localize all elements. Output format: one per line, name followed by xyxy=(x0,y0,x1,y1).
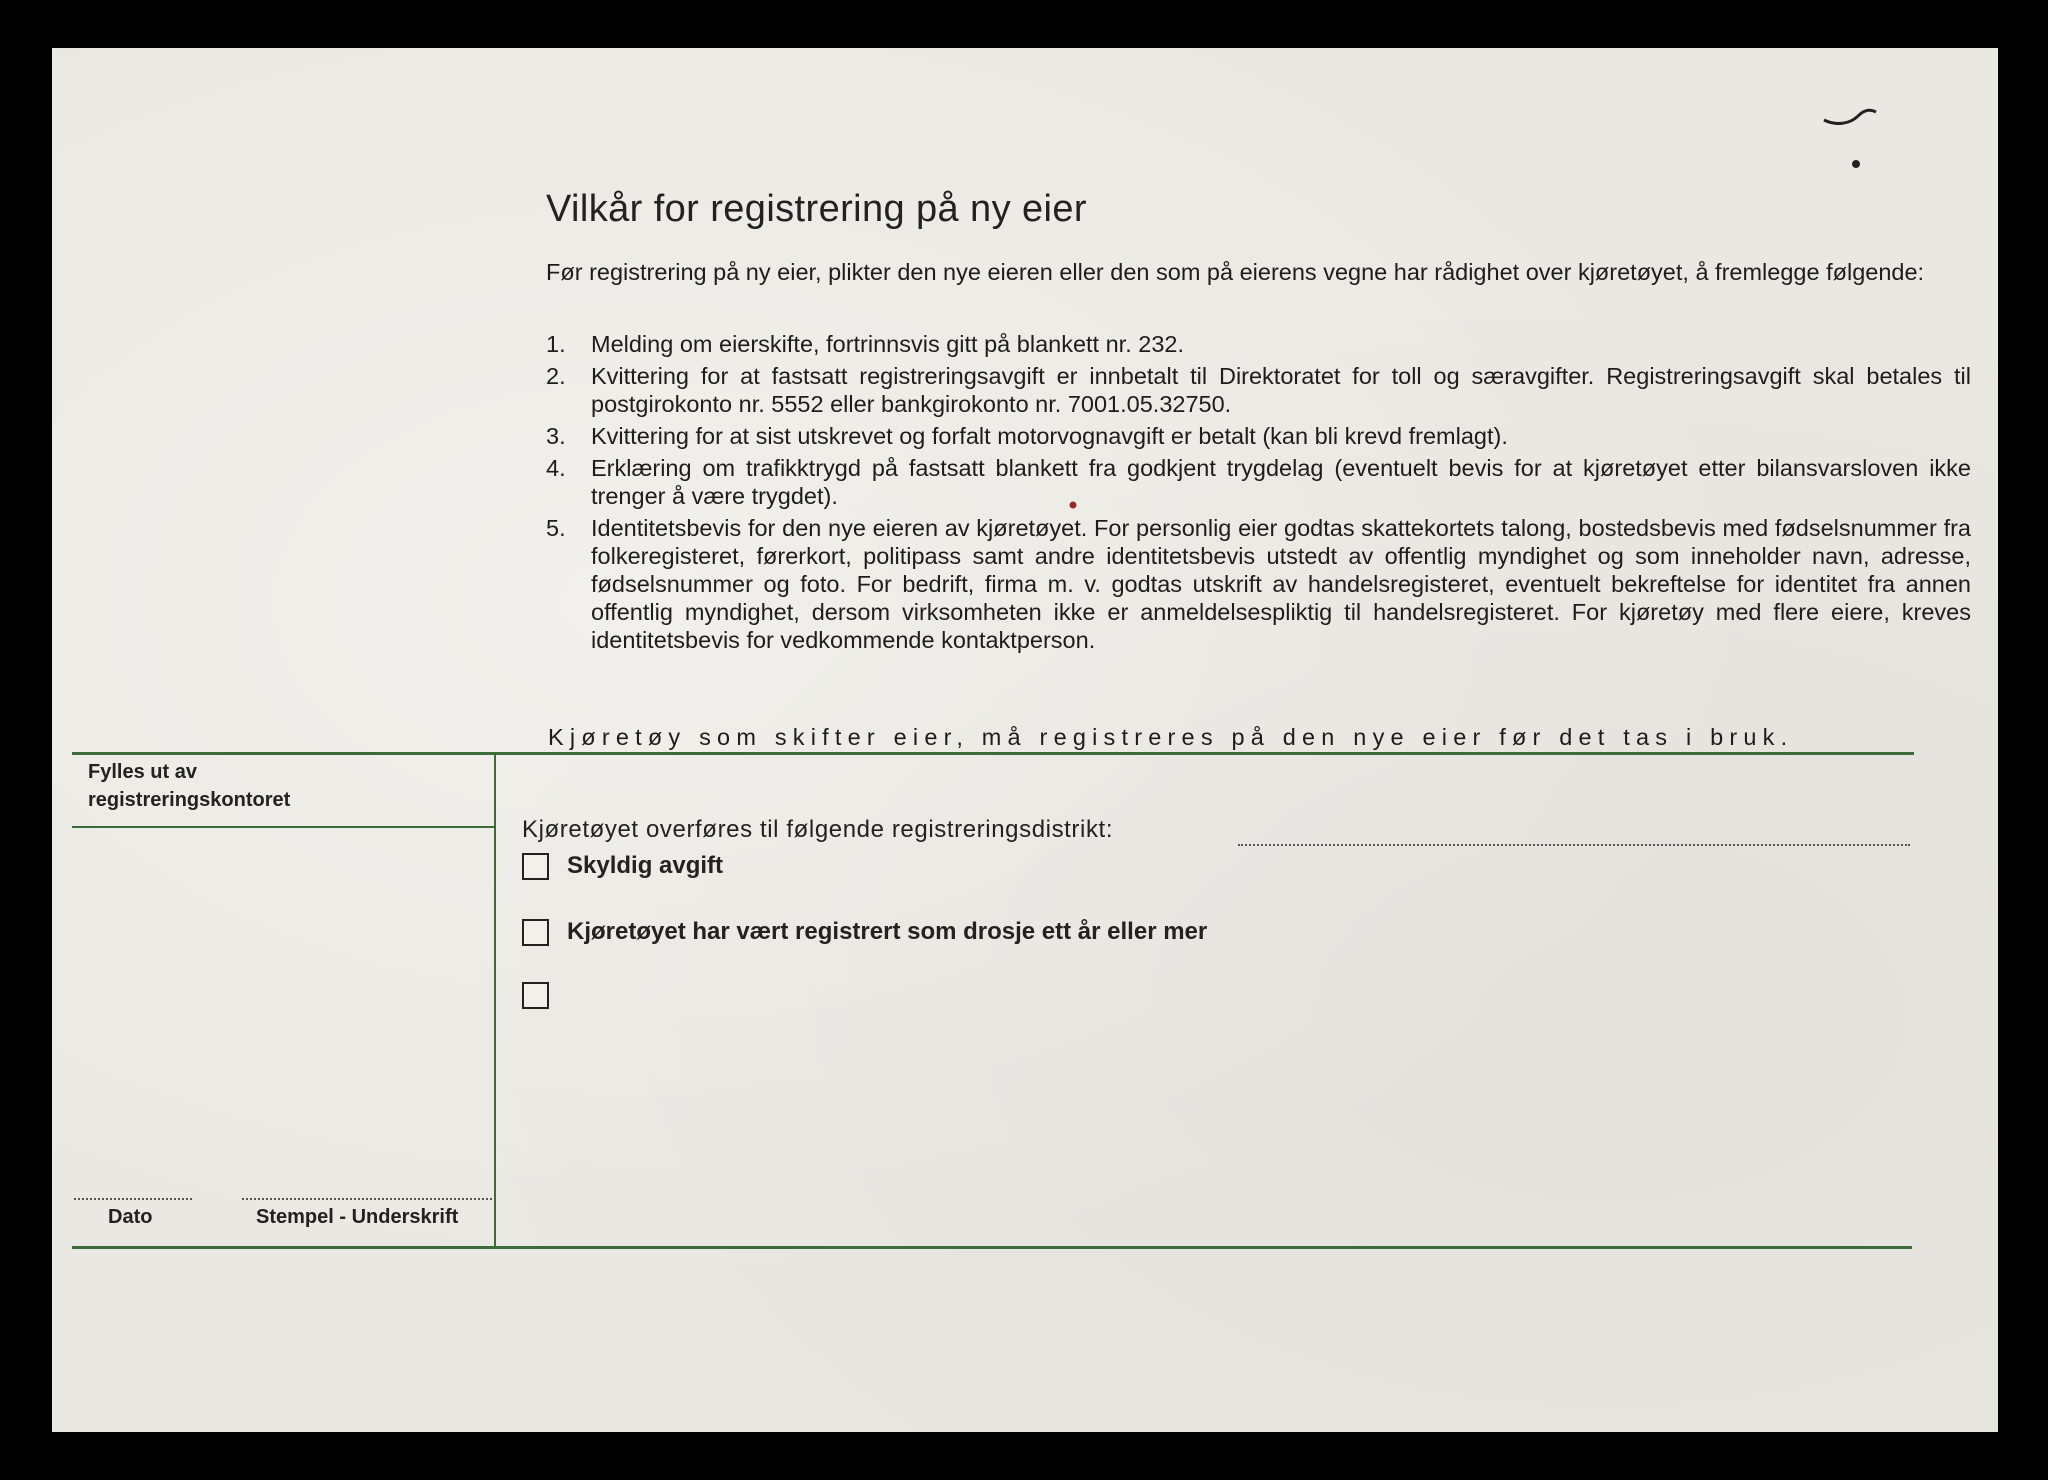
closing-statement: Kjøretøy som skifter eier, må registreres på den nye eier før det tas i bruk. xyxy=(548,724,1794,750)
condition-text: Identitetsbevis for den nye eieren av kjøretøyet. For personlig eier godtas skattekortets talong, bostedsbevis med fødselsnummer fra folkeregisteret, førerkort, politipass samt andre identitetsbevis utstedt av offentlig myndighet og som inneholder navn, adresse, fødselsnummer og foto. For bedrift, firma m. v. godtas utskrift av handelsregisteret, eventuelt bekreftelse for identitet fra annen offentlig myndighet, dersom virksomheten ikke er anmeldelsespliktig til handelsregisteret. For kjøretøy med flere eiere, kreves identitetsbevis for vedkommende kontaktperson. xyxy=(591,515,1971,653)
box-bottom-rule xyxy=(72,1246,1912,1249)
red-dot-mark-icon xyxy=(1068,500,1078,510)
checkbox-row-blank[interactable] xyxy=(522,982,567,1009)
checkbox-row-skyldig-avgift[interactable] xyxy=(522,852,723,880)
stamp-signature-line[interactable] xyxy=(242,1198,492,1200)
conditions-list xyxy=(546,330,1971,658)
condition-text: Melding om eierskifte, fortrinnsvis gitt på blankett nr. 232. xyxy=(591,331,1185,357)
condition-item xyxy=(546,454,1971,510)
condition-number: 4. xyxy=(546,455,566,481)
office-label xyxy=(88,758,290,814)
checkbox[interactable] xyxy=(522,982,549,1009)
checkbox[interactable] xyxy=(522,853,549,880)
date-signature-line[interactable] xyxy=(74,1198,192,1200)
condition-item xyxy=(546,422,1971,450)
checkbox-row-drosje[interactable] xyxy=(522,918,1207,946)
condition-number: 5. xyxy=(546,515,566,541)
page-title: Vilkår for registrering på ny eier xyxy=(546,188,1087,230)
condition-text: Erklæring om trafikktrygd på fastsatt blankett fra godkjent trygdelag (eventuelt bevis for at kjøretøyet etter bilansvarsloven ikke trenger å være trygdet). xyxy=(591,455,1971,509)
district-input[interactable] xyxy=(1238,844,1910,846)
condition-text: Kvittering for at sist utskrevet og forfalt motorvognavgift er betalt (kan bli krevd fremlagt). xyxy=(591,423,1508,449)
stamp-label: Stempel - Underskrift xyxy=(256,1206,459,1228)
date-label: Dato xyxy=(108,1206,153,1228)
box-top-rule xyxy=(72,752,1914,755)
condition-number: 3. xyxy=(546,423,566,449)
office-label-rule xyxy=(72,826,494,828)
checkbox-label: Skyldig avgift xyxy=(567,852,724,879)
checkbox-label: Kjøretøyet har vært registrert som drosje ett år eller mer xyxy=(567,918,1208,945)
intro-paragraph: Før registrering på ny eier, plikter den nye eieren eller den som på eierens vegne har rådighet over kjøretøyet, å fremlegge følgende: xyxy=(546,259,1925,285)
condition-item xyxy=(546,514,1971,654)
condition-item xyxy=(546,362,1971,418)
condition-text: Kvittering for at fastsatt registreringsavgift er innbetalt til Direktoratet for toll og særavgifter. Registreringsavgift skal betales til postgirokonto nr. 5552 eller bankgirokonto nr. 7001.05.32750. xyxy=(591,363,1971,417)
office-label-line2: registreringskontoret xyxy=(88,789,291,811)
office-label-line1: Fylles ut av xyxy=(88,761,197,783)
dot-mark-icon xyxy=(1850,158,1862,170)
checkbox[interactable] xyxy=(522,919,549,946)
condition-item xyxy=(546,330,1971,358)
pen-mark-icon xyxy=(1822,104,1878,128)
box-divider xyxy=(494,752,496,1246)
condition-number: 1. xyxy=(546,331,566,357)
district-label: Kjøretøyet overføres til følgende registreringsdistrikt: xyxy=(522,816,1114,843)
condition-number: 2. xyxy=(546,363,566,389)
